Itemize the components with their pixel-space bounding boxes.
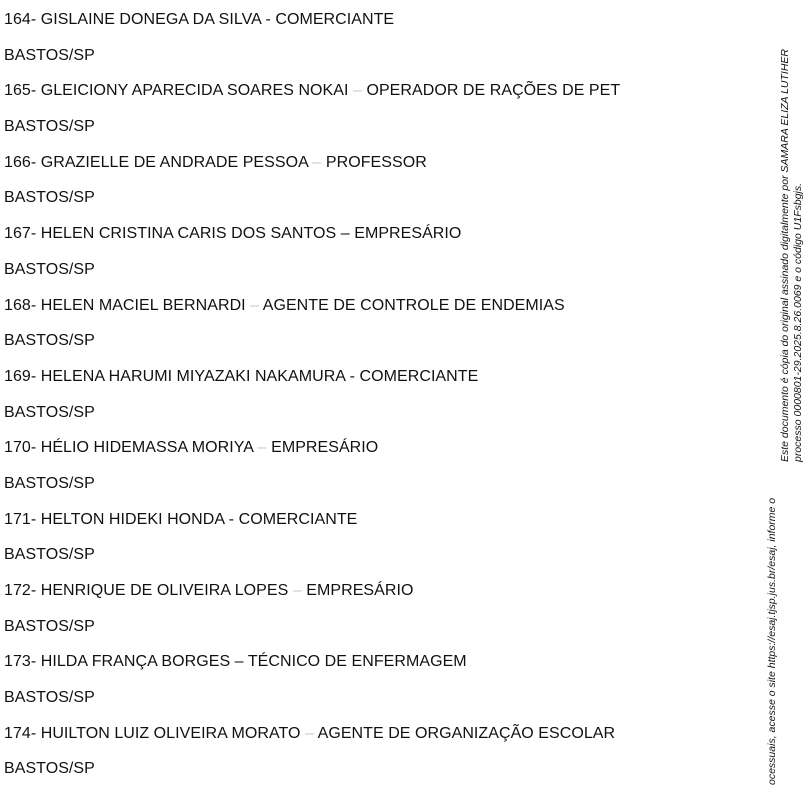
entry-city: BASTOS/SP (4, 260, 95, 278)
entry-line (4, 437, 704, 473)
entry-line (4, 80, 704, 116)
entry-role: OPERADOR DE RAÇÕES DE PET (366, 82, 621, 100)
entry-number-name: 166- GRAZIELLE DE ANDRADE PESSOA (4, 153, 308, 171)
list-item (4, 366, 704, 437)
entry-number-name: 169- HELENA HARUMI MIYAZAKI NAKAMURA (4, 367, 346, 385)
list-item (4, 295, 704, 366)
entry-separator: – (336, 225, 355, 243)
entry-city: BASTOS/SP (4, 617, 95, 635)
entry-city: BASTOS/SP (4, 474, 95, 492)
entry-number-name: 167- HELEN CRISTINA CARIS DOS SANTOS (4, 225, 337, 243)
entry-city: BASTOS/SP (4, 189, 95, 207)
entry-line (4, 580, 704, 616)
entry-role: COMERCIANTE (238, 510, 358, 528)
entry-role: TÉCNICO DE ENFERMAGEM (247, 653, 467, 671)
entry-separator: – (348, 82, 367, 100)
entry-line (4, 509, 704, 545)
list-item (4, 80, 704, 151)
entry-city: BASTOS/SP (4, 46, 95, 64)
entry-number-name: 173- HILDA FRANÇA BORGES (4, 653, 231, 671)
list-item (4, 437, 704, 508)
entry-line (4, 295, 704, 331)
entry-number-name: 174- HUILTON LUIZ OLIVEIRA MORATO (4, 724, 301, 742)
list-item (4, 9, 704, 80)
entry-city: BASTOS/SP (4, 689, 95, 707)
entry-line (4, 223, 704, 259)
entry-separator: – (230, 653, 248, 671)
entry-number-name: 172- HENRIQUE DE OLIVEIRA LOPES (4, 582, 289, 599)
entry-city: BASTOS/SP (4, 403, 95, 421)
list-item (4, 580, 704, 651)
entry-separator: - (260, 11, 276, 28)
entry-city: BASTOS/SP (4, 332, 95, 350)
entry-city: BASTOS/SP (4, 546, 95, 564)
entry-line (4, 651, 704, 687)
entry-number-name: 164- GISLAINE DONEGA DA SILVA (4, 11, 261, 28)
stamp-line-1: ocessuais, acesse o site https://esaj.tjsp.jus.br/esaj, informe o (766, 497, 778, 785)
list-item (4, 509, 704, 580)
entry-number-name: 165- GLEICIONY APARECIDA SOARES NOKAI (4, 82, 349, 100)
entry-separator: – (300, 724, 318, 742)
entry-separator: – (307, 153, 326, 171)
document-body (4, 9, 704, 794)
entry-city: BASTOS/SP (4, 118, 95, 136)
entry-role: EMPRESÁRIO (271, 439, 379, 457)
entry-role: PROFESSOR (325, 153, 427, 171)
list-item (4, 152, 704, 223)
entry-role: AGENTE DE ORGANIZAÇÃO ESCOLAR (317, 724, 616, 742)
entry-line (4, 152, 704, 188)
stamp-line-2: Este documento é cópia do original assinado digitalmente por SAMARA ELIZA LUTIHER (779, 48, 791, 462)
entry-role: AGENTE DE CONTROLE DE ENDEMIAS (262, 296, 565, 314)
entry-separator: - (345, 367, 360, 385)
list-item (4, 723, 704, 794)
entry-number-name: 170- HÉLIO HIDEMASSA MORIYA (4, 439, 254, 457)
list-item (4, 651, 704, 722)
list-item (4, 223, 704, 294)
entry-role: COMERCIANTE (359, 367, 479, 385)
entry-number-name: 168- HELEN MACIEL BERNARDI (4, 296, 246, 314)
entry-role: EMPRESÁRIO (306, 582, 414, 599)
stamp-line-3: processo 0000801-29.2025.8.26.0069 e o código U1Fsbgjs. (792, 182, 804, 462)
entry-separator: – (288, 582, 307, 599)
entry-number-name: 171- HELTON HIDEKI HONDA (4, 510, 225, 528)
entry-separator: - (224, 510, 239, 528)
entry-city: BASTOS/SP (4, 760, 95, 778)
entry-separator: – (245, 296, 263, 314)
entry-line (4, 366, 704, 402)
entry-role: COMERCIANTE (275, 11, 395, 28)
entry-line (4, 723, 704, 759)
entry-line (4, 9, 704, 45)
entry-separator: – (253, 439, 272, 457)
entry-role: EMPRESÁRIO (354, 225, 462, 243)
